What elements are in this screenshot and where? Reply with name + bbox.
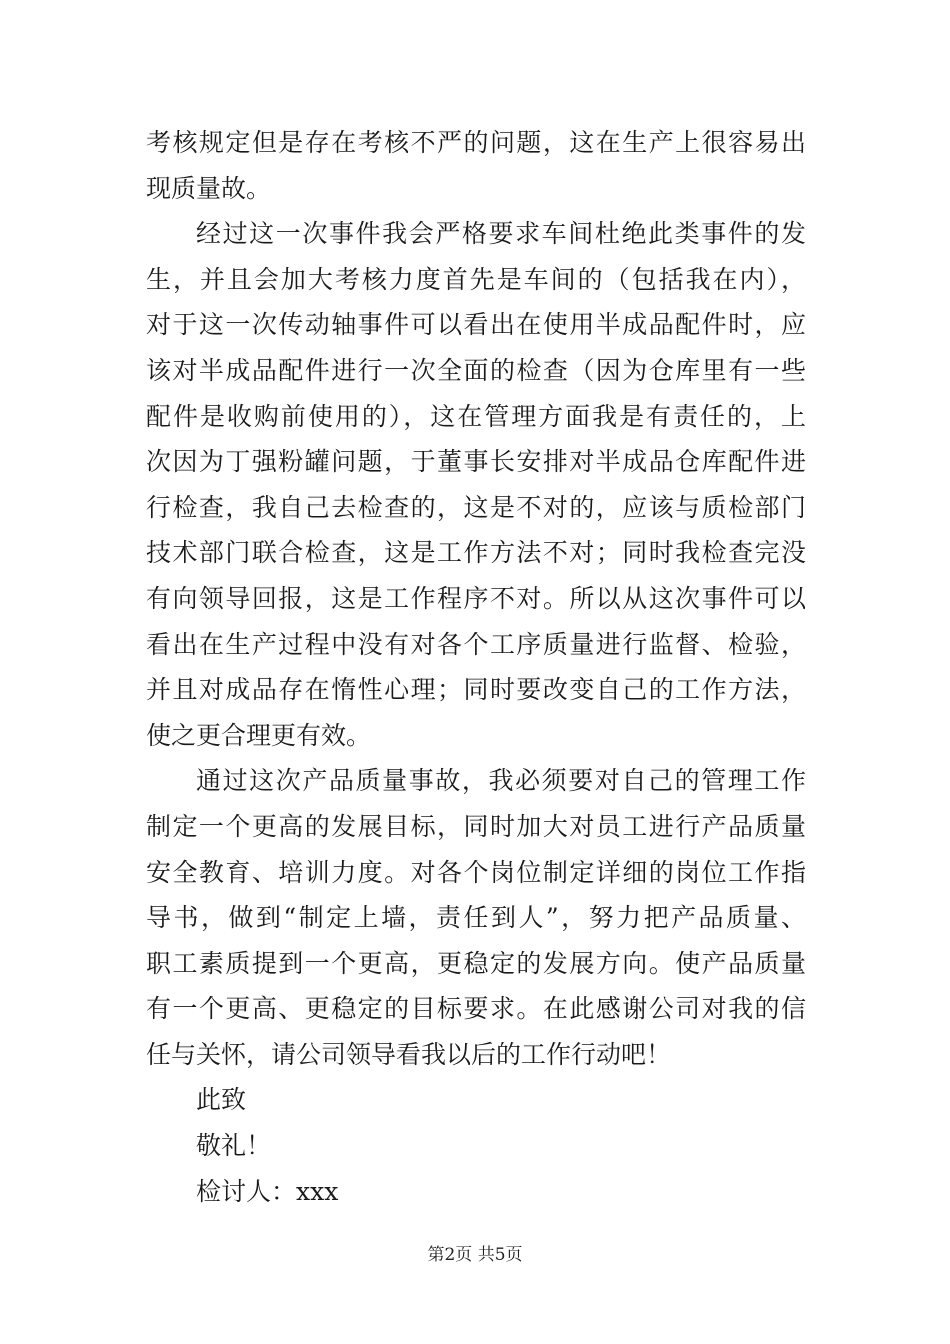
text-line: 有一个更高、更稳定的目标要求。在此感谢公司对我的信 bbox=[146, 994, 806, 1024]
salutation: 此致 bbox=[196, 1085, 247, 1115]
text-line: 有向领导回报，这是工作程序不对。所以从这次事件可以 bbox=[146, 583, 806, 613]
text-line: 任与关怀，请公司领导看我以后的工作行动吧！ bbox=[146, 1039, 672, 1069]
regards: 敬礼！ bbox=[196, 1131, 272, 1161]
text-line: 使之更合理更有效。 bbox=[146, 720, 372, 750]
text-line: 技术部门联合检查，这是工作方法不对；同时我检查完没 bbox=[146, 538, 806, 568]
paragraph-1 bbox=[146, 120, 806, 211]
text-line: 考核规定但是存在考核不严的问题，这在生产上很容易出 bbox=[146, 128, 806, 157]
text-line: 职工素质提到一个更高，更稳定的发展方向。使产品质量 bbox=[146, 948, 806, 978]
document-body bbox=[146, 120, 806, 1214]
text-line: 导书，做到“制定上墙，责任到人”，努力把产品质量、 bbox=[146, 903, 806, 933]
text-line: 安全教育、培训力度。对各个岗位制定详细的岗位工作指 bbox=[146, 857, 806, 887]
text-line: 现质量故。 bbox=[146, 173, 272, 203]
text-line: 并且对成品存在惰性心理；同时要改变自己的工作方法， bbox=[146, 675, 806, 705]
text-line: 通过这次产品质量事故，我必须要对自己的管理工作 bbox=[196, 766, 806, 796]
text-line: 行检查，我自己去检查的，这是不对的，应该与质检部门 bbox=[146, 492, 806, 522]
text-line: 配件是收购前使用的），这在管理方面我是有责任的，上 bbox=[146, 401, 806, 431]
text-line: 看出在生产过程中没有对各个工序质量进行监督、检验， bbox=[146, 629, 806, 659]
text-line: 经过这一次事件我会严格要求车间杜绝此类事件的发 bbox=[196, 219, 806, 249]
signature: 检讨人：xxx bbox=[196, 1176, 339, 1206]
text-line: 生，并且会加大考核力度首先是车间的（包括我在内）， bbox=[146, 264, 806, 294]
page-number-footer: 第2页 共5页 bbox=[427, 1245, 523, 1265]
text-line: 制定一个更高的发展目标，同时加大对员工进行产品质量 bbox=[146, 811, 806, 841]
text-line: 次因为丁强粉罐问题，于董事长安排对半成品仓库配件进 bbox=[146, 447, 806, 477]
text-line: 该对半成品配件进行一次全面的检查（因为仓库里有一些 bbox=[146, 355, 806, 385]
paragraph-2 bbox=[146, 211, 806, 758]
closing-block bbox=[146, 1077, 806, 1214]
paragraph-3 bbox=[146, 758, 806, 1077]
text-line: 对于这一次传动轴事件可以看出在使用半成品配件时，应 bbox=[146, 310, 806, 340]
